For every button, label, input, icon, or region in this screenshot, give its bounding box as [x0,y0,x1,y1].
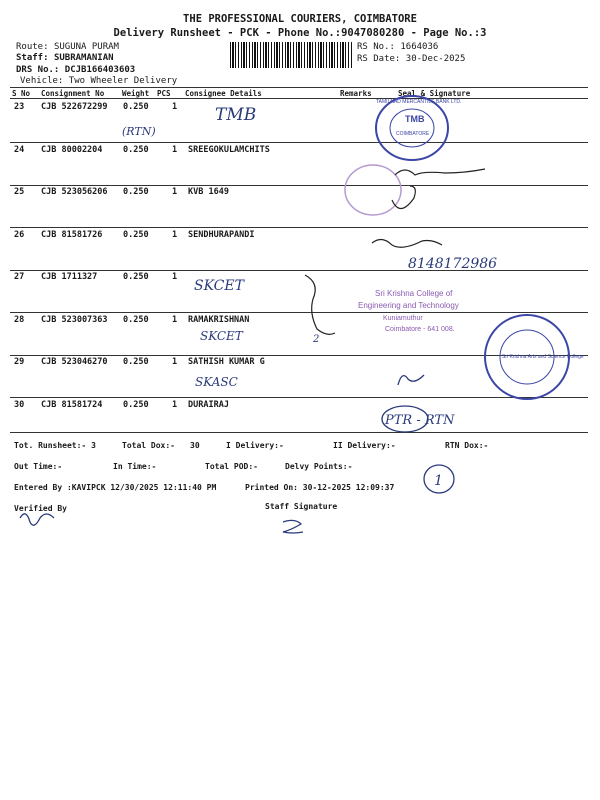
rs-date-value: 30-Dec-2025 [405,54,466,64]
row-sno: 27 [14,272,25,282]
delvy-points: Delvy Points:- [285,462,353,471]
col-consignment: Consignment No [41,89,105,98]
col-remarks: Remarks [340,89,372,98]
signature-row24 [395,169,485,175]
staff-signature: Staff Signature [265,502,338,511]
row-consignment-no: CJB 80002204 [41,144,103,155]
route-value: SUGUNA PURAM [53,42,119,52]
row-weight: 0.250 [123,272,149,282]
hand-row28-name: SKCET [200,329,243,343]
signature-row25 [392,186,415,209]
row-consignee: DURAIRAJ [188,399,229,410]
drs-value: DCJB166403603 [64,65,136,75]
row-weight: 0.250 [123,144,149,155]
bank-stamp [376,96,461,160]
signature-row29 [398,375,424,385]
rtn-dox: RTN Dox:- [445,441,489,450]
faint-round-stamp [345,165,401,215]
hand-row29-name: SKASC [195,375,238,389]
rs-no-label: RS No.: [357,42,395,52]
row-consignee: RAMAKRISHNAN [188,314,250,325]
runsheet-subtitle: Delivery Runsheet - PCK - Phone No.:9047080280 - Page No.:3 [113,27,487,39]
row-consignment-no: CJB 1711327 [41,272,98,282]
row-consignment-no: CJB 81581724 [41,399,103,410]
hand-row28-note: 2 [313,334,320,345]
hand-row26-phone: 8148172986 [408,256,498,272]
ii-delivery: II Delivery:- [333,441,396,450]
row-sno: 30 [14,399,25,410]
hand-row23-name: TMB [215,105,257,125]
row-consignee: SREEGOKULAMCHITS [188,144,270,155]
bank-city-text: COIMBATORE [396,131,430,137]
route-label: Route: [16,42,49,52]
row-pcs: 1 [172,272,178,282]
total-dox-label: Total Dox:- [122,441,175,450]
row-sno: 24 [14,144,25,155]
row-pcs: 1 [172,314,178,325]
row-consignee: SATHISH KUMAR G [188,357,265,367]
college-stamp-skasc [485,315,584,399]
verified-by: Verified By [14,504,67,513]
bracket-mark [305,275,335,334]
row-weight: 0.250 [123,314,149,325]
rs-date-label: RS Date: [357,54,401,64]
row-consignment-no: CJB 522672299 [41,102,108,112]
college-stamp-skcet [353,283,503,343]
col-pcs: PCS [157,89,171,98]
row-weight: 0.250 [123,229,149,240]
row-consignee: KVB 1649 [188,187,229,197]
row-weight: 0.250 [123,357,149,367]
drs-label: DRS No.: [16,65,60,75]
college-stamp-line2: Engineering and Technology [358,301,459,310]
row-pcs: 1 [172,229,178,240]
college-stamp-line4: Coimbatore - 641 008. [385,326,455,333]
row-sno: 29 [14,357,25,367]
staff-label: Staff: [16,53,49,63]
row-weight: 0.250 [123,187,149,197]
entered-by: Entered By :KAVIPCK 12/30/2025 12:11:40 PM [14,483,217,492]
row-sno: 25 [14,187,25,197]
row-pcs: 1 [172,399,178,410]
col-weight: Weight [122,89,150,98]
row-sno: 23 [14,102,25,112]
col-consignee: Consignee Details [185,89,262,98]
row-consignment-no: CJB 523007363 [41,314,108,325]
total-runsheet: Tot. Runsheet:- 3 [14,441,96,450]
hand-total-mark: 1 [434,473,443,489]
company-title: THE PROFESSIONAL COURIERS, COIMBATORE [183,13,417,25]
col-sno: S No [12,89,31,98]
row-consignment-no: CJB 523056206 [41,187,108,197]
signature-row26 [372,239,442,247]
staff-signature-mark [283,520,303,533]
row-sno: 26 [14,229,25,240]
row-weight: 0.250 [123,102,149,112]
hand-row30-note: PTR - RTN [385,413,455,428]
row-consignment-no: CJB 81581726 [41,229,103,240]
total-dox-value: 30 [190,441,200,450]
staff-value: SUBRAMANIAN [53,53,114,63]
row-pcs: 1 [172,144,178,155]
vehicle-label: Vehicle: [20,76,64,86]
college2-stamp-text: Sri Krishna Arts and Science College [502,354,584,360]
row-pcs: 1 [172,102,178,112]
col-seal: Seal & Signature [398,89,471,98]
college-stamp-line1: Sri Krishna College of [375,289,453,298]
bank-name-text: TAMILNAD MERCANTILE BANK LTD. [376,99,462,105]
i-delivery: I Delivery:- [226,441,284,450]
verifier-signature [20,514,54,525]
row-consignment-no: CJB 523046270 [41,357,108,367]
bank-logo-text: TMB [405,114,425,124]
vehicle-value: Two Wheeler Delivery [68,76,178,86]
hand-row23-note: (RTN) [122,125,156,138]
row-weight: 0.250 [123,399,149,410]
row-pcs: 1 [172,357,178,367]
college-stamp-line3: Kuniamuthur [383,315,423,322]
row-pcs: 1 [172,187,178,197]
printed-on: Printed On: 30-12-2025 12:09:37 [245,483,395,492]
rs-no-value: 1664036 [400,42,439,52]
out-time: Out Time:- [14,462,63,471]
row-consignee: SENDHURAPANDI [188,229,255,240]
total-pod: Total POD:- [205,462,258,471]
hand-row27-name: SKCET [194,278,244,294]
row-sno: 28 [14,314,25,325]
in-time: In Time:- [113,462,157,471]
